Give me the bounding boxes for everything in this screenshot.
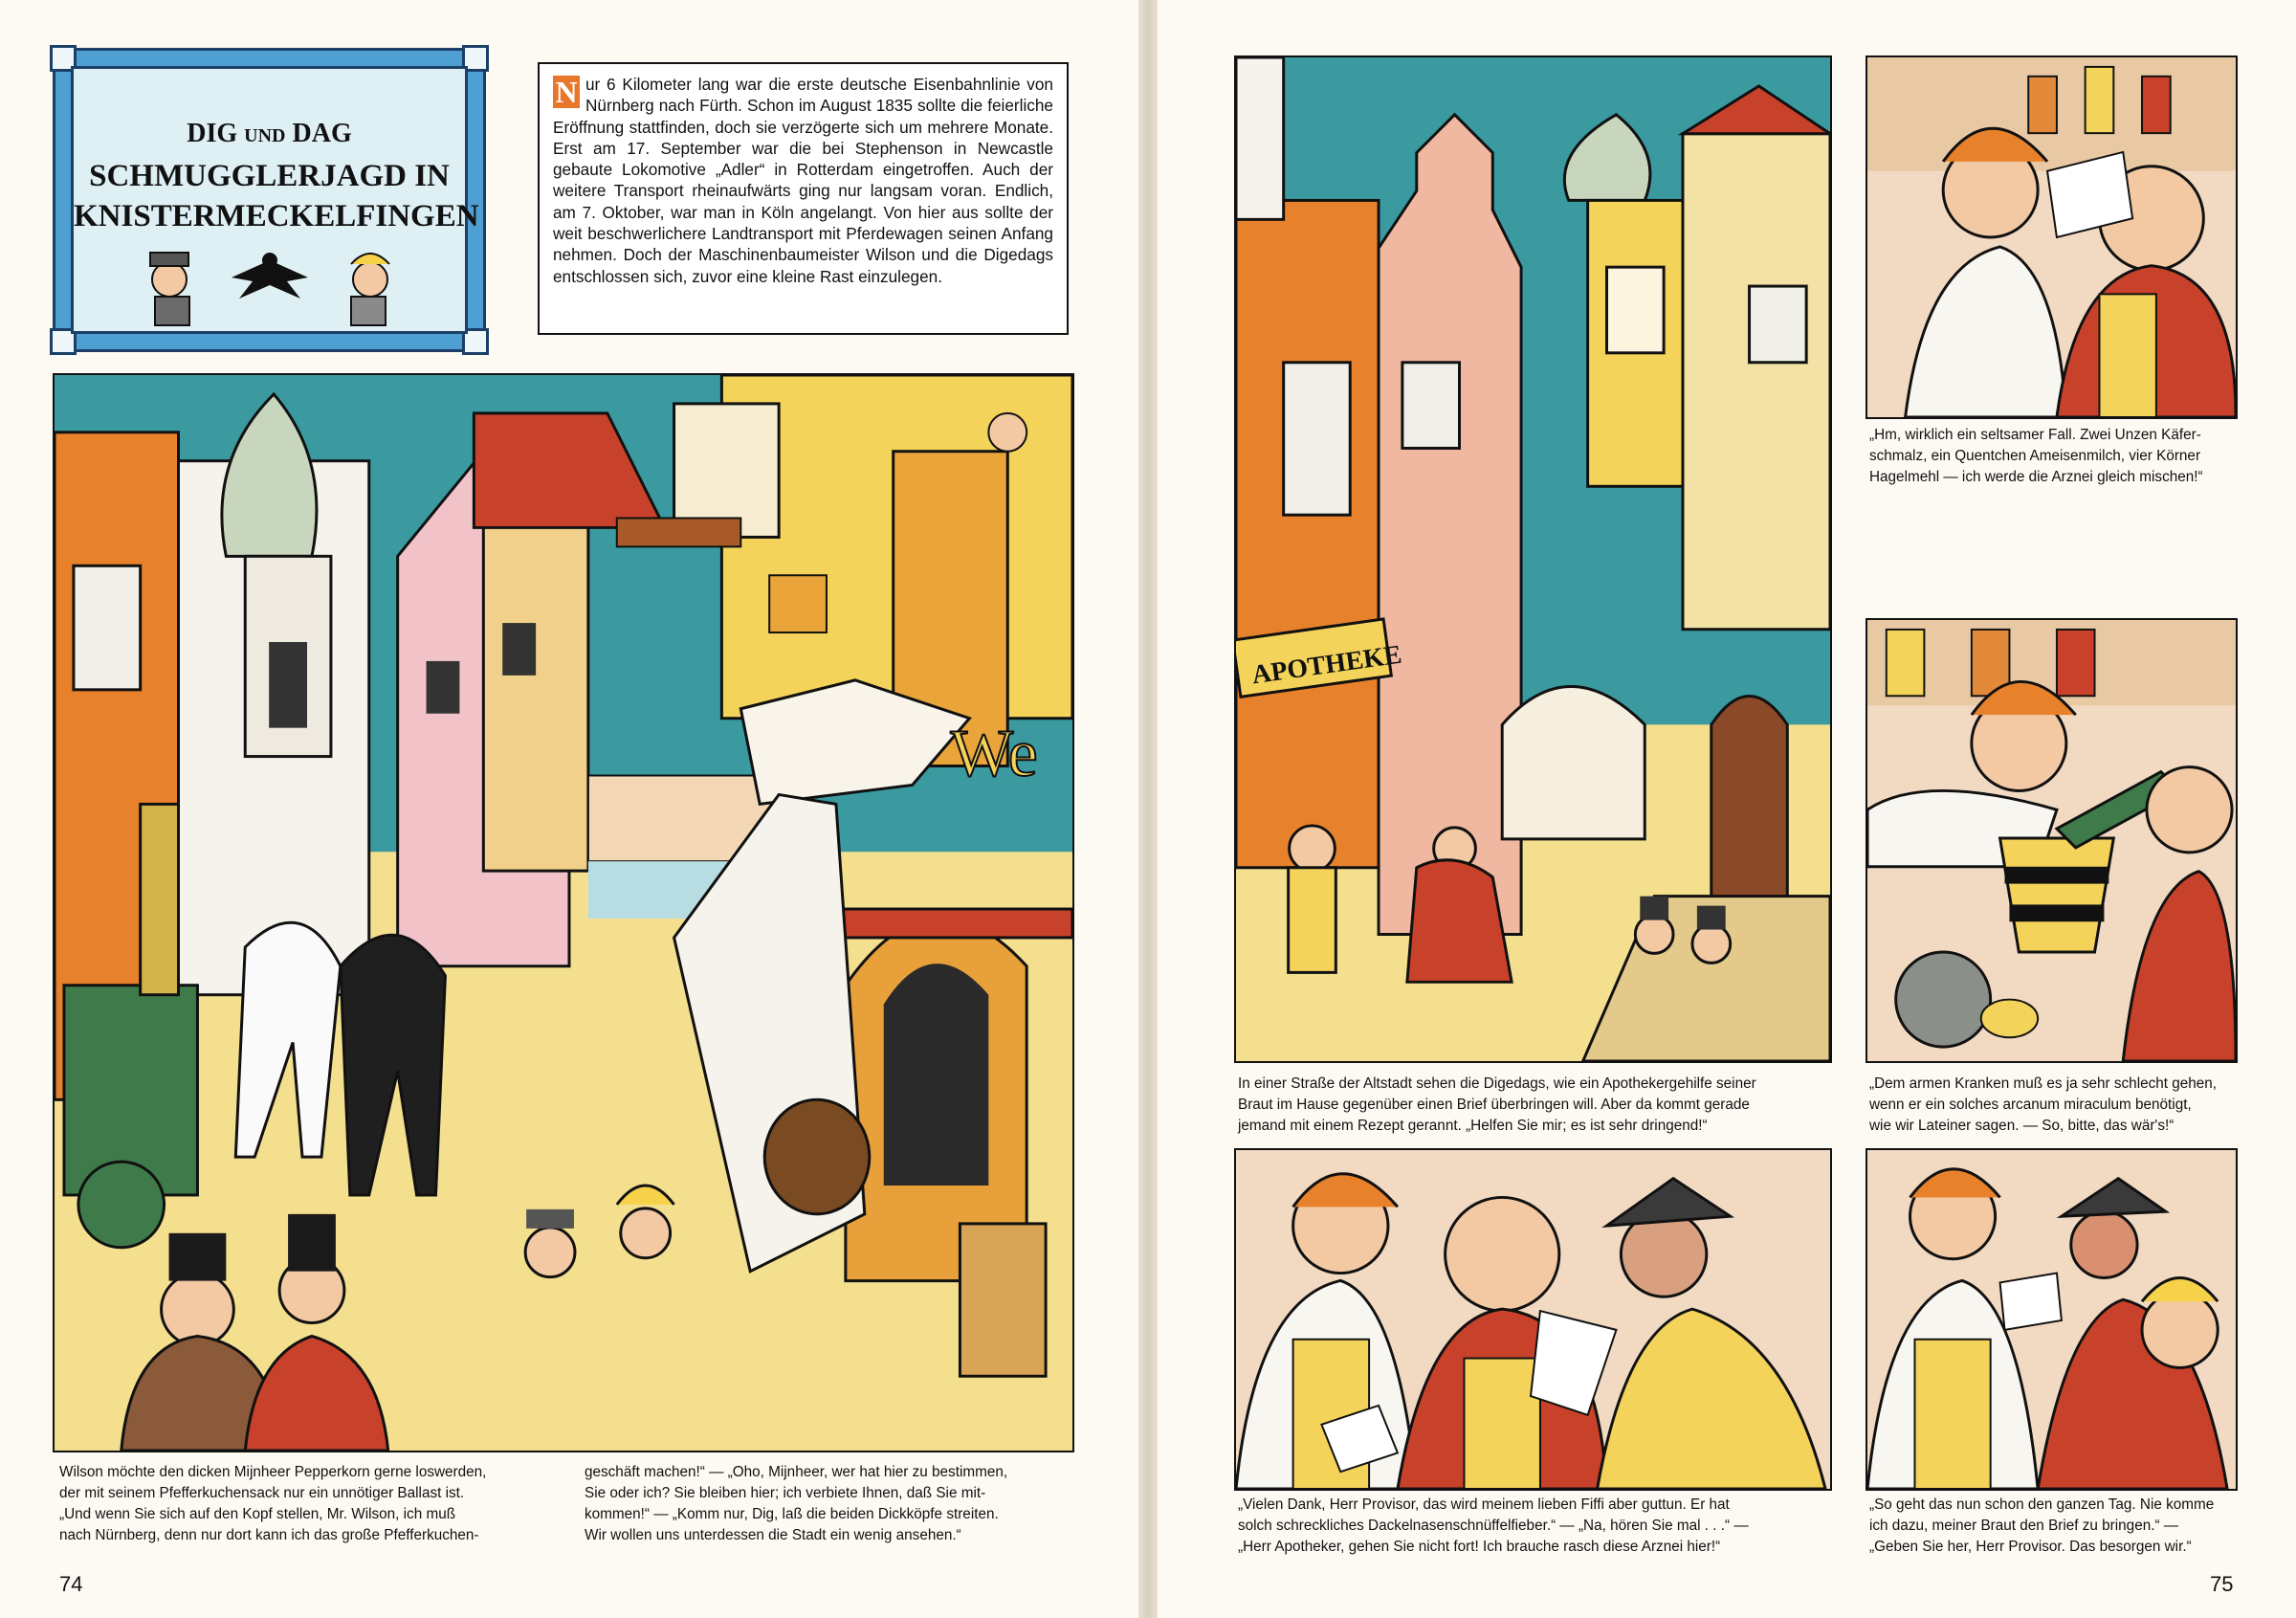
title-dig: DIG [187,119,238,148]
mixing-medicine-illustration [1867,620,2236,1061]
main-panel-caption-col1 [59,1462,542,1546]
caption-line: kommen!“ — „Komm nur, Dig, laß die beiden Dickköpfe streiten. [585,1506,999,1522]
panel4-caption [1238,1495,1831,1558]
caption-line: ich dazu, meiner Braut den Brief zu bringen.“ — [1869,1518,2179,1534]
caption-line: „Vielen Dank, Herr Provisor, das wird meinem lieben Fiffi aber guttun. Er hat [1238,1496,1730,1513]
caption-line: Hagelmehl — ich werde die Arznei gleich mischen!“ [1869,469,2203,485]
panel-street-caption [1238,1074,1831,1137]
panel2-caption [1869,425,2237,488]
title-und: UND [244,125,286,146]
caption-line: „So geht das nun schon den ganzen Tag. Nie komme [1869,1496,2215,1513]
caption-line: „Herr Apotheker, gehen Sie nicht fort! Ich brauche rasch diese Arznei hier!“ [1238,1539,1721,1555]
book-gutter [1138,0,1158,1618]
page-number-right: 75 [2210,1572,2234,1596]
panel-mixing-medicine [1866,618,2238,1063]
caption-line: nach Nürnberg, denn nur dort kann ich das große Pfefferkuchen- [59,1527,479,1543]
title-inner [71,66,479,334]
right-page [1158,0,2296,1618]
panel-lady-thanks [1234,1148,1832,1491]
panel5-caption [1869,1495,2237,1558]
apothecary-reads-illustration [1867,57,2236,417]
main-panel-town-street [53,373,1074,1452]
digedags-letter-illustration [1867,1150,2236,1489]
caption-line: Braut im Hause gegenüber einen Brief überbringen will. Aber da kommt gerade [1238,1097,1750,1113]
panel-apothecary-reads-recipe [1866,55,2238,419]
caption-line: „Dem armen Kranken muß es ja sehr schlecht gehen, [1869,1075,2218,1092]
title-line-3: KNISTERMECKELFINGEN [74,199,479,233]
panel-digedags-take-letter [1866,1148,2238,1491]
caption-line: Wilson möchte den dicken Mijnheer Pepperkorn gerne loswerden, [59,1464,487,1480]
page-number-left: 74 [59,1572,83,1596]
caption-line: wenn er ein solches arcanum miraculum benötigt, [1869,1097,2192,1113]
caption-line: jemand mit einem Rezept gerannt. „Helfen Sie mir; es ist sehr dringend!“ [1238,1118,1708,1134]
caption-line: „Hm, wirklich ein seltsamer Fall. Zwei Unzen Käfer- [1869,427,2201,443]
title-vignette-illustration [112,232,428,327]
lady-thanks-illustration [1236,1150,1830,1489]
caption-line: Wir wollen uns unterdessen die Stadt ein wenig ansehen.“ [585,1527,961,1543]
intro-text-box [538,62,1069,335]
left-page [0,0,1138,1618]
title-cartouche [53,48,486,352]
caption-line: der mit seinem Pfefferkuchensack nur ein unnötiger Ballast ist. [59,1485,465,1501]
panel3-caption [1869,1074,2237,1137]
apotheke-street-illustration [1236,57,1830,1061]
caption-line: „Und wenn Sie sich auf den Kopf stellen, Mr. Wilson, ich muß [59,1506,456,1522]
caption-line: solch schreckliches Dackelnasenschnüffelfieber.“ — „Na, hören Sie mal . . .“ — [1238,1518,1749,1534]
caption-line: In einer Straße der Altstadt sehen die Digedags, wie ein Apothekergehilfe seiner [1238,1075,1756,1092]
title-line-2: SCHMUGGLERJAGD IN [89,159,450,193]
caption-line: „Geben Sie her, Herr Provisor. Das besorgen wir.“ [1869,1539,2192,1555]
main-panel-caption-col2 [585,1462,1071,1546]
title-line-1 [74,119,465,149]
caption-line: schmalz, ein Quentchen Ameisenmilch, vier Körner [1869,448,2201,464]
caption-line: geschäft machen!“ — „Oho, Mijnheer, wer hat hier zu bestimmen, [585,1464,1008,1480]
shop-sign-we: We [950,717,1038,791]
town-street-illustration [55,375,1072,1451]
intro-dropcap: N [553,76,580,108]
title-dag: DAG [292,119,352,148]
caption-line: wie wir Lateiner sagen. — So, bitte, das wär's!“ [1869,1118,2175,1134]
apotheke-sign: APOTHEKE [1249,639,1404,691]
panel-apotheke-street [1234,55,1832,1063]
intro-text: ur 6 Kilometer lang war die erste deutsche Eisenbahnlinie von Nürnberg nach Fürth. Schon im August 1835 sollte die feierliche Eröffnung stattfinden, doch sie verzögerte sich um mehrere Monate. Erst am 17. September war die bei Stephenson in Newcastle gebaute Lokomotive „Adler“ in Rotterdam eingetroffen. Auch der weitere Transport rheinaufwärts ging nur langsam voran. Endlich, am 7. Oktober, war man in Köln angelangt. Von hier aus sollte der weit beschwerlichere Landtransport mit Pferdewagen seinen Anfang nehmen. Doch der Maschinenbaumeister Wilson und die Digedags entschlossen sich, zuvor eine kleine Rast einzulegen. [553,75,1053,286]
caption-line: Sie oder ich? Sie bleiben hier; ich verbiete Ihnen, daß Sie mit- [585,1485,986,1501]
